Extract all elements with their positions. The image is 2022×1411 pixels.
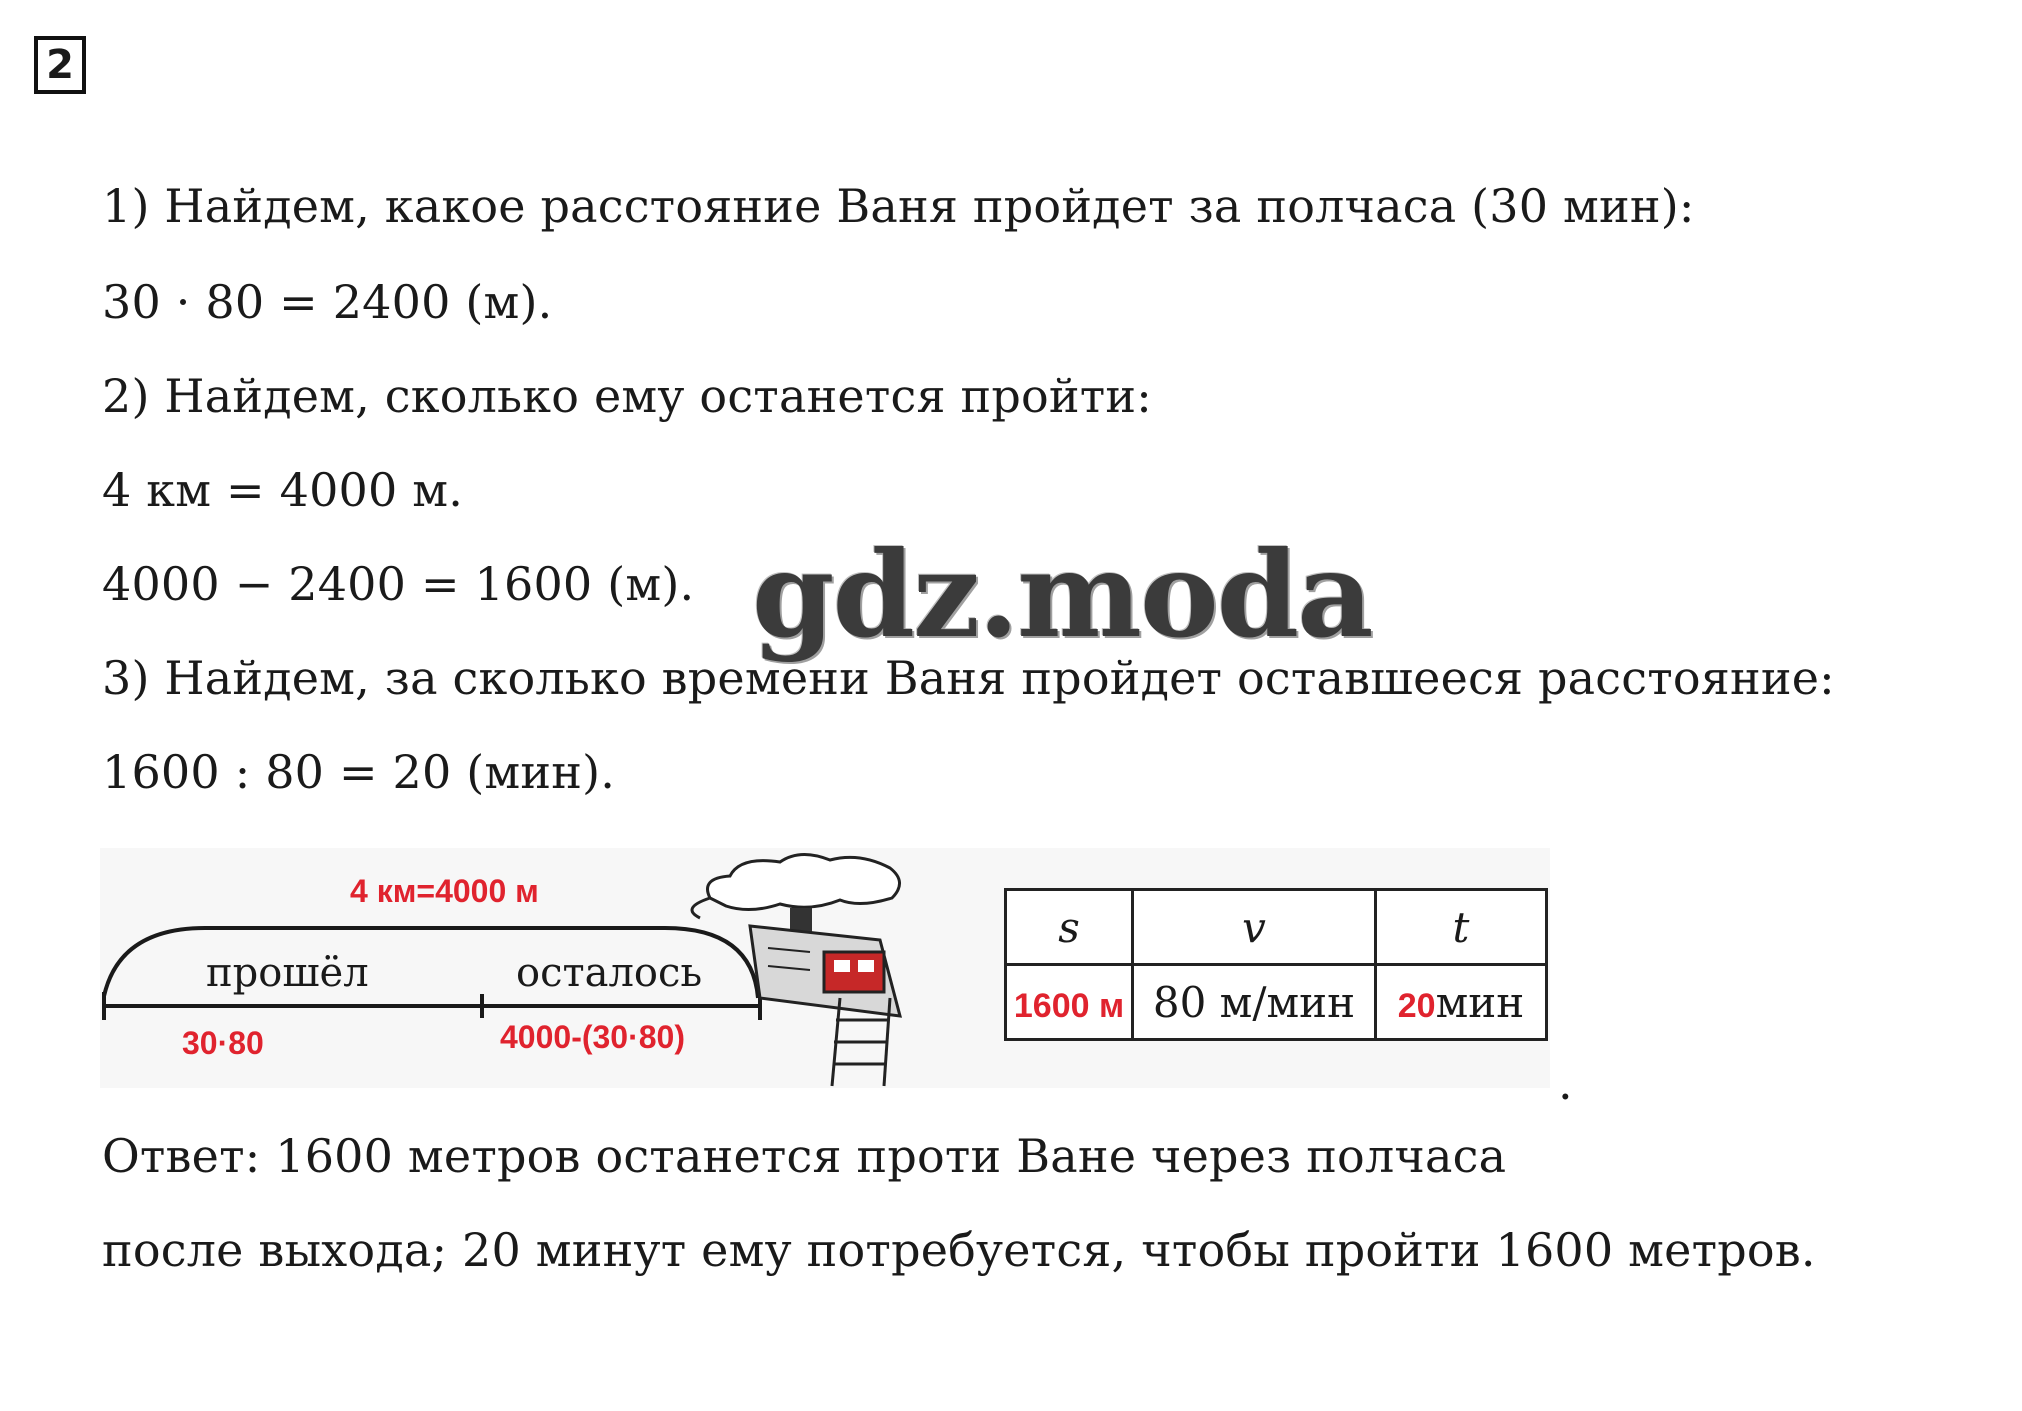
solution-step-3: 3) Найдем, за сколько времени Ваня пройдет оставшееся расстояние: [102, 651, 1835, 705]
solution-calc-1: 30 · 80 = 2400 (м). [102, 275, 553, 329]
remaining-label: осталось [516, 950, 703, 996]
table-row [1006, 965, 1547, 1040]
distance-value: 1600 м [1013, 986, 1125, 1025]
watermark-logo: gdz.moda [752, 525, 1372, 664]
header-distance: s [1006, 890, 1133, 965]
task-number: 2 [34, 36, 86, 94]
motion-table [1004, 888, 1548, 1041]
cell-time [1376, 965, 1547, 1040]
header-time: t [1376, 890, 1547, 965]
steam-train-icon [692, 854, 900, 1086]
solution-calc-2a: 4 км = 4000 м. [102, 463, 464, 517]
time-unit: мин [1435, 977, 1525, 1027]
trailing-dot: . [1558, 1056, 1573, 1110]
walked-label: прошёл [206, 950, 369, 996]
time-value: 20 [1397, 986, 1436, 1025]
header-speed: v [1133, 890, 1376, 965]
walked-expression: 30·80 [182, 1025, 264, 1061]
remaining-expression: 4000-(30·80) [500, 1019, 685, 1055]
cell-speed: 80 м/мин [1133, 965, 1376, 1040]
solution-calc-2b: 4000 − 2400 = 1600 (м). [102, 557, 695, 611]
total-distance-label: 4 км=4000 м [350, 873, 539, 909]
solution-step-1: 1) Найдем, какое расстояние Ваня пройдет за полчаса (30 мин): [102, 179, 1695, 233]
answer-line-1: Ответ: 1600 метров останется проти Ване через полчаса [102, 1129, 1507, 1183]
table-header-row [1006, 890, 1547, 965]
answer-line-2: после выхода; 20 минут ему потребуется, чтобы пройти 1600 метров. [102, 1223, 1816, 1277]
cell-distance [1006, 965, 1133, 1040]
solution-calc-3: 1600 : 80 = 20 (мин). [102, 745, 616, 799]
solution-step-2: 2) Найдем, сколько ему останется пройти: [102, 369, 1152, 423]
